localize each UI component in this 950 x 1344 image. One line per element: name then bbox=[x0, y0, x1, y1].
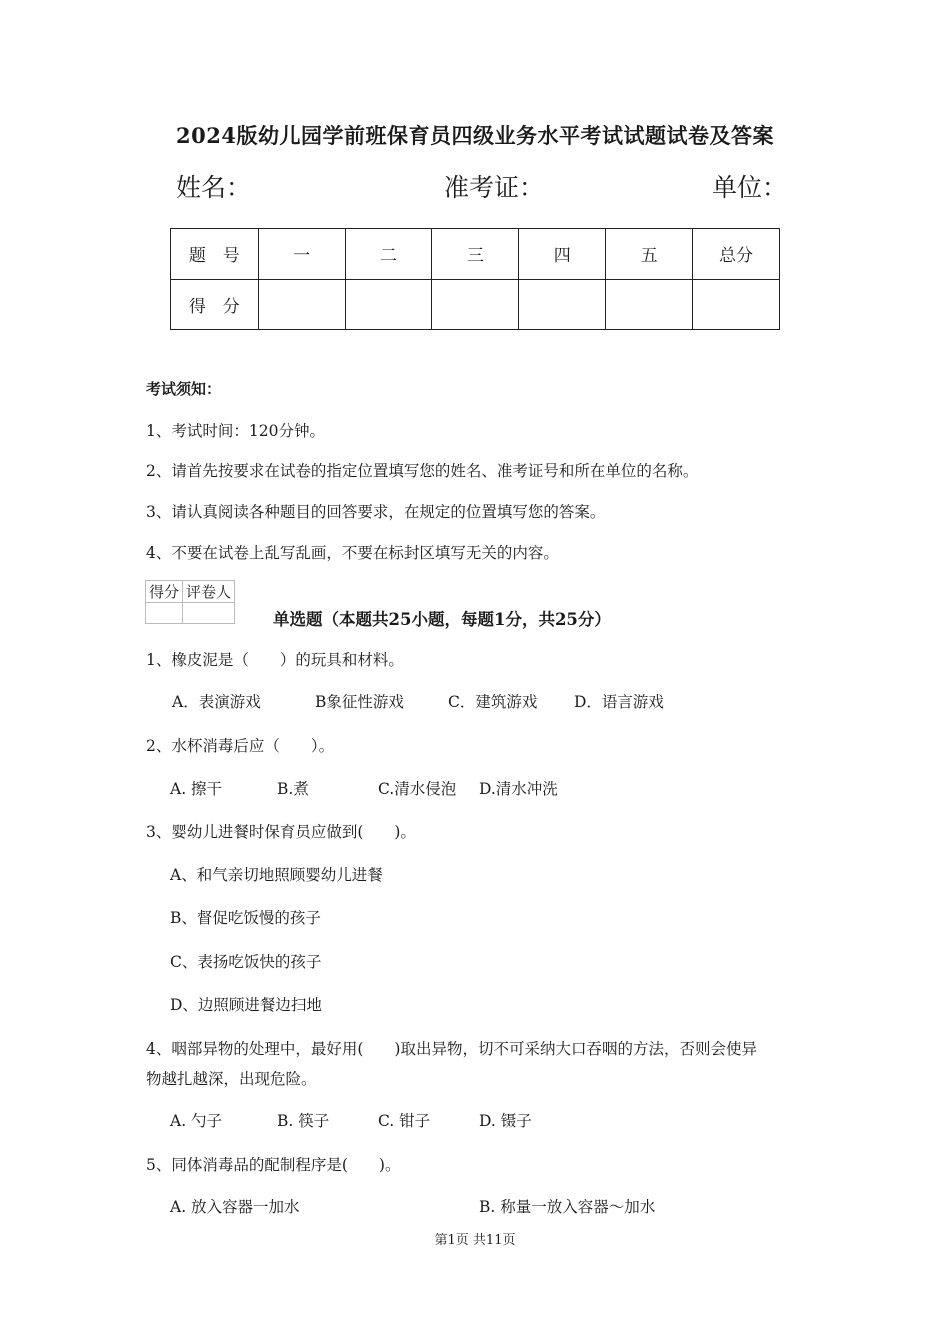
answer-option[interactable]: A. 放入容器一加水 bbox=[170, 1198, 300, 1216]
score-table-header-row bbox=[171, 229, 780, 280]
question-stem: 1、橡皮泥是（ ）的玩具和材料。 bbox=[146, 651, 404, 669]
answer-option[interactable]: B. 筷子 bbox=[277, 1112, 330, 1130]
exam-id-field-label: 准考证： bbox=[444, 173, 545, 202]
answer-option[interactable]: D、边照顾进餐边扫地 bbox=[170, 996, 322, 1014]
grader-score-cell[interactable] bbox=[146, 603, 183, 624]
answer-option[interactable]: C．建筑游戏 bbox=[448, 693, 538, 711]
answer-option[interactable]: B.煮 bbox=[277, 780, 309, 798]
question-stem: 4、咽部异物的处理中，最好用( )取出异物，切不可采纳大口吞咽的方法，否则会使异 bbox=[146, 1040, 757, 1058]
name-field-label: 姓名： bbox=[176, 173, 252, 202]
page-footer: 第1页 共11页 bbox=[434, 1233, 516, 1248]
score-cell[interactable] bbox=[693, 279, 780, 330]
notice-heading: 考试须知： bbox=[146, 380, 222, 398]
score-cell[interactable] bbox=[519, 279, 606, 330]
question-stem-continued: 物越扎越深，出现危险。 bbox=[146, 1070, 317, 1088]
unit-field-label: 单位： bbox=[712, 173, 788, 202]
grader-reviewer-label: 评卷人 bbox=[183, 581, 235, 603]
score-table-header-cell: 一 bbox=[258, 229, 345, 280]
score-cell[interactable] bbox=[606, 279, 693, 330]
answer-option[interactable]: A．表演游戏 bbox=[172, 693, 261, 711]
answer-option[interactable]: A、和气亲切地照顾婴幼儿进餐 bbox=[170, 866, 383, 884]
score-table-score-row bbox=[171, 279, 780, 330]
score-table-row-label: 得 分 bbox=[171, 279, 259, 330]
answer-option[interactable]: C. 钳子 bbox=[378, 1112, 431, 1130]
answer-option[interactable]: D.清水冲洗 bbox=[479, 780, 558, 798]
notice-item: 3、请认真阅读各种题目的回答要求，在规定的位置填写您的答案。 bbox=[146, 503, 606, 521]
answer-option[interactable]: C.清水侵泡 bbox=[378, 780, 457, 798]
question-stem: 2、水杯消毒后应（ ）。 bbox=[146, 737, 335, 755]
grader-reviewer-cell[interactable] bbox=[183, 603, 235, 624]
document-title: 2024版幼儿园学前班保育员四级业务水平考试试题试卷及答案 bbox=[176, 123, 774, 148]
section-title: 单选题（本题共25小题，每题1分，共25分） bbox=[273, 610, 611, 629]
question-stem: 5、同体消毒品的配制程序是( )。 bbox=[146, 1156, 401, 1174]
score-table-header-cell: 二 bbox=[345, 229, 432, 280]
question-stem: 3、婴幼儿进餐时保育员应做到( )。 bbox=[146, 823, 416, 841]
notice-item: 1、考试时间：120分钟。 bbox=[146, 422, 325, 440]
score-table-header-cell: 题 号 bbox=[171, 229, 259, 280]
answer-option[interactable]: B象征性游戏 bbox=[315, 693, 404, 711]
answer-option[interactable]: A. 擦干 bbox=[170, 780, 223, 798]
score-cell[interactable] bbox=[258, 279, 345, 330]
answer-option[interactable]: C、表扬吃饭快的孩子 bbox=[170, 953, 322, 971]
answer-option[interactable]: D．语言游戏 bbox=[574, 693, 664, 711]
score-table bbox=[170, 228, 780, 330]
score-table-header-cell: 四 bbox=[519, 229, 606, 280]
answer-option[interactable]: D. 镊子 bbox=[479, 1112, 532, 1130]
answer-option[interactable]: B、督促吃饭慢的孩子 bbox=[170, 909, 321, 927]
grader-table bbox=[145, 580, 235, 624]
answer-option[interactable]: B. 称量一放入容器～加水 bbox=[479, 1198, 656, 1216]
answer-option[interactable]: A. 勺子 bbox=[170, 1112, 223, 1130]
score-cell[interactable] bbox=[345, 279, 432, 330]
score-cell[interactable] bbox=[432, 279, 519, 330]
notice-item: 2、请首先按要求在试卷的指定位置填写您的姓名、准考证号和所在单位的名称。 bbox=[146, 462, 699, 480]
score-table-header-cell: 三 bbox=[432, 229, 519, 280]
score-table-header-cell: 五 bbox=[606, 229, 693, 280]
grader-score-label: 得分 bbox=[146, 581, 183, 603]
notice-item: 4、不要在试卷上乱写乱画，不要在标封区填写无关的内容。 bbox=[146, 544, 559, 562]
score-table-header-cell: 总分 bbox=[693, 229, 780, 280]
